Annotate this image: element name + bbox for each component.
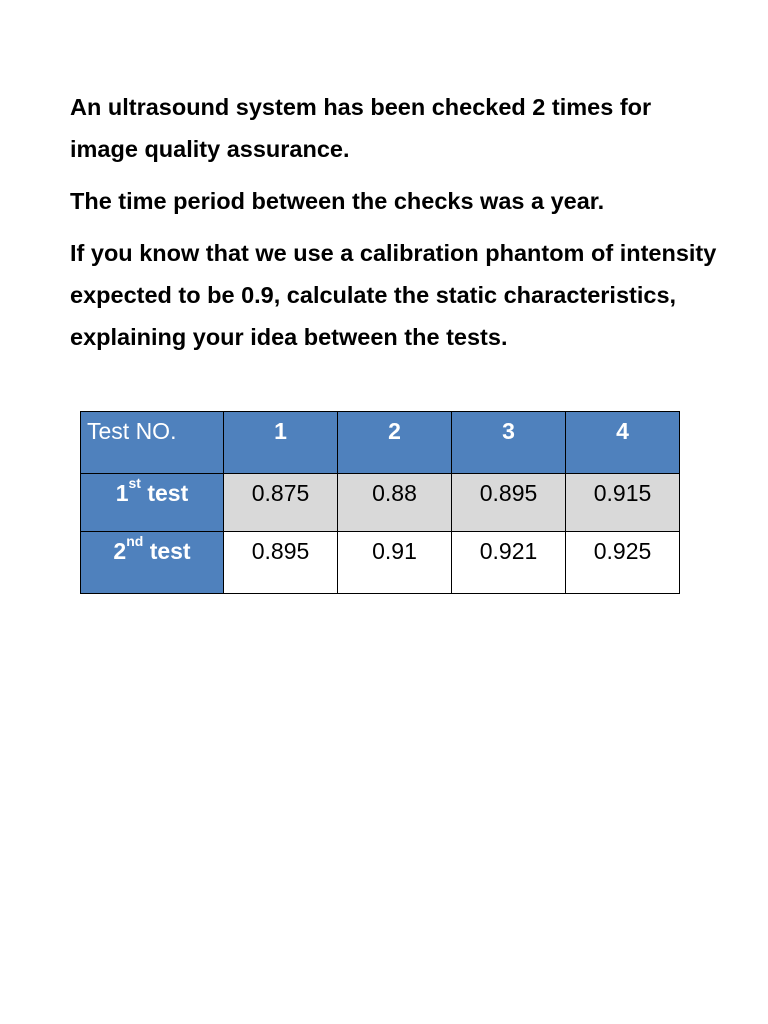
table-row	[81, 474, 680, 532]
header-col-2: 2	[338, 412, 452, 474]
test-results-table	[80, 411, 680, 594]
table-cell: 0.875	[224, 474, 338, 532]
table-cell: 0.91	[338, 532, 452, 594]
table-cell: 0.921	[452, 532, 566, 594]
table-cell: 0.915	[566, 474, 680, 532]
header-label: Test NO.	[87, 418, 177, 444]
header-label-cell	[81, 412, 224, 474]
table-cell: 0.895	[224, 532, 338, 594]
table-cell: 0.925	[566, 532, 680, 594]
header-col-3: 3	[452, 412, 566, 474]
table-row	[81, 532, 680, 594]
row-label-2nd-test: 2nd test	[81, 532, 224, 594]
paragraph-intro: An ultrasound system has been checked 2 times for image quality assurance.	[70, 94, 652, 162]
header-col-4: 4	[566, 412, 680, 474]
row-label-1st-test: 1st test	[81, 474, 224, 532]
table-cell: 0.88	[338, 474, 452, 532]
document-body	[70, 86, 720, 368]
header-col-1: 1	[224, 412, 338, 474]
paragraph-time-period: The time period between the checks was a year.	[70, 188, 605, 214]
table-cell: 0.895	[452, 474, 566, 532]
paragraph-question: If you know that we use a calibration phantom of intensity expected to be 0.9, calculate the static characteristics, explaining your idea between the tests.	[70, 240, 717, 350]
table-header-row	[81, 412, 680, 474]
